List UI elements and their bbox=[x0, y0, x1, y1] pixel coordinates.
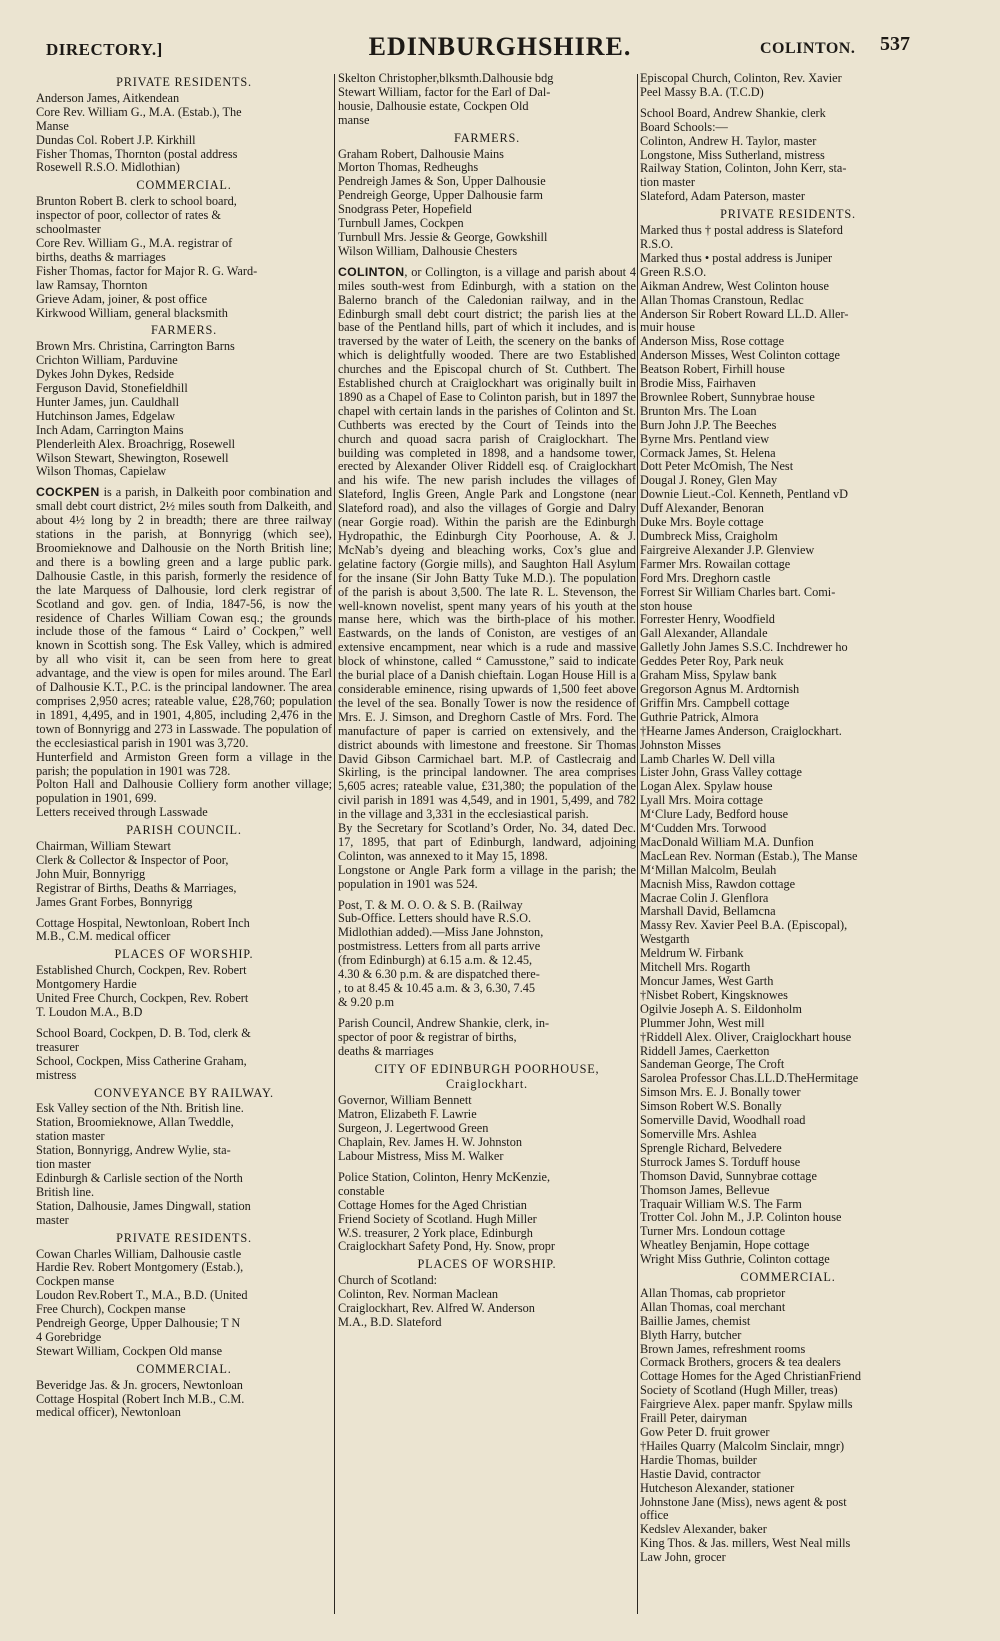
commercial-continued: Skelton Christopher,blksmth.Dalhousie bdg Stewart William, factor for the Earl of Dal- housie, Dalhousie estate, Cockpen Old manse bbox=[338, 72, 554, 127]
column-left bbox=[36, 72, 332, 1617]
commercial-list: Brunton Robert B. clerk to school board, inspector of poor, collector of rates & schoolmaster Core Rev. William G., M.A. registrar of births, deaths & marriages Fisher Thomas, factor for Major R. G. Ward- law Ramsay, Thornton Grieve Adam, joiner, & post office Kirkwood William, general blacksmith bbox=[36, 194, 258, 320]
section-heading: PRIVATE RESIDENTS. bbox=[720, 207, 856, 222]
school-list: School Board, Andrew Shankie, clerk Board Schools:— Colinton, Andrew H. Taylor, master Longstone, Miss Sutherland, mistress Railway Station, Colinton, John Kerr, sta- tion master Slateford, Adam Paterson, master bbox=[640, 105, 847, 204]
private-residents-list: Anderson James, Aitkendean Core Rev. William G., M.A. (Estab.), The Manse Dundas Col. Robert J.P. Kirkhill Fisher Thomas, Thornton (postal address Rosewell R.S.O. Midlothian) bbox=[36, 90, 242, 175]
parish-council-list: Chairman, William Stewart Clerk & Collector & Inspector of Poor, John Muir, Bonnyrigg Registrar of Births, Deaths & Marriages, James Grant Forbes, Bonnyrigg bbox=[36, 839, 237, 909]
paragraph: Longstone or Angle Park form a village in the parish; the population in 1901 was 524. bbox=[338, 862, 636, 891]
county-title: EDINBURGHSHIRE. bbox=[368, 32, 632, 61]
parish-label: COLINTON. bbox=[760, 40, 856, 57]
section-subheading: Craiglockhart. bbox=[446, 1077, 528, 1092]
commercial-list: Beveridge Jas. & Jn. grocers, Newtonloan Cottage Hospital (Robert Inch M.B., C.M. medical officer), Newtonloan bbox=[36, 1377, 245, 1420]
private-residents-list: Aikman Andrew, West Colinton house Allan Thomas Cranstoun, Redlac Anderson Sir Robert Roward LL.D. Aller- muir house Anderson Miss, Rose cottage Anderson Misses, West Colinton cottage Beatson Robert, Firhill house Brodie Miss, Fairhaven Brownlee Robert, Sunnybrae house Brunton Mrs. The Loan Burn John J.P. The Beeches Byrne Mrs. Pentland view Cormack James, St. Helena Dott Peter McOmish, The Nest Dougal J. Roney, Glen May Downie Lieut.-Col. Kenneth, Pentland vD Duff Alexander, Benoran Duke Mrs. Boyle cottage Dumbreck Miss, Craigholm Fairgreive Alexander J.P. Glenview Farmer Mrs. Rowailan cottage Ford Mrs. Dreghorn castle Forrest Sir William Charles bart. Comi- ston house Forrester Henry, Woodfield Gall Alexander, Allandale Galletly John James S.S.C. Inchdrewer ho Geddes Peter Roy, Park neuk Graham Miss, Spylaw bank Gregorson Agnus M. Ardtornish Griffin Mrs. Campbell cottage Guthrie Patrick, Almora †Hearne James Anderson, Craiglockhart. Johnston Misses Lamb Charles W. Dell villa Lister John, Grass Valley cottage Logan Alex. Spylaw house Lyall Mrs. Moira cottage M‘Clure Lady, Bedford house M‘Cudden Mrs. Torwood MacDonald William M.A. Dunfion MacLean Rev. Norman (Estab.), The Manse M‘Millan Malcolm, Beulah Macnish Miss, Rawdon cottage Macrae Colin J. Glenflora Marshall David, Bellamcna Massy Rev. Xavier Peel B.A. (Episcopal), Westgarth Meldrum W. Firbank Mitchell Mrs. Rogarth Moncur James, West Garth †Nisbet Robert, Kingsknowes Ogilvie Joseph A. S. Eildonholm Plummer John, West mill †Riddell Alex. Oliver, Craiglockhart house Riddell James, Caerketton Sandeman George, The Croft Sarolea Professor Chas.LL.D.TheHermitage Simson Mrs. E. J. Bonally tower Simson Robert W.S. Bonally Somerville David, Woodhall road Somerville Mrs. Ashlea Sprengle Richard, Belvedere Sturrock James S. Torduff house Thomson David, Sunnybrae cottage Thomson James, Bellevue Traquair William W.S. The Farm Trotter Col. John M., J.P. Colinton house Turner Mrs. Londoun cottage Wheatley Benjamin, Hope cottage Wright Miss Guthrie, Colinton cottage bbox=[640, 278, 859, 1267]
hospital-entry: Cottage Hospital, Newtonloan, Robert Inch M.B., C.M. medical officer bbox=[36, 915, 250, 944]
section-heading: CITY OF EDINBURGH POORHOUSE, bbox=[374, 1061, 600, 1076]
column-divider bbox=[637, 74, 638, 1614]
page-number: 537 bbox=[880, 33, 910, 55]
section-heading: PLACES OF WORSHIP. bbox=[417, 1257, 557, 1272]
column-middle bbox=[338, 72, 636, 1617]
worship-list: Established Church, Cockpen, Rev. Robert Montgomery Hardie United Free Church, Cockpen, Rev. Robert T. Loudon M.A., B.D bbox=[36, 963, 249, 1019]
paragraph: Letters received through Lasswade bbox=[36, 805, 208, 820]
private-residents-list: Cowan Charles William, Dalhousie castle Hardie Rev. Robert Montgomery (Estab.), Cockpen manse Loudon Rev.Robert T., M.A., B.D. (United Free Church), Cockpen manse Pendreigh George, Upper Dalhousie; T N 4 Gorebridge Stewart William, Cockpen Old manse bbox=[36, 1246, 248, 1358]
paragraph: Hunterfield and Armiston Green form a village in the parish; the population in 1901 was 728. bbox=[36, 749, 332, 778]
section-heading: COMMERCIAL. bbox=[740, 1270, 836, 1285]
parish-text: , or Collington, is a village and parish about 4 miles south-west from Edinburgh, with a station on the Balerno branch of the Caledonian railway, and in the Edinburgh small debt court district; the parish lies at the base of the Pentland hills, part of which it includes, and is traversed by the water of Leith, the scenery on the banks of which is delightfully wooded. There are two Established churches and the Episcopal church of St. Cuthbert. The Established church at Craiglockhart was originally built in 1890 as a Chapel of Ease to Colinton parish, but in 1897 the chapel with certain lands in the parishes of Colinton and St. Cuthberts was erected by the Court of Teinds into the church and quoad sacra parish of Craiglockhart. The building was completed in 1898, and a handsome tower, erected by Alexander Oliver Riddell esq. of Craiglockhart and his wife. The new parish includes the villages of Slateford, Inglis Green, Angle Park and Longstone (near Slateford road), and also the villages of Gorgie and Dalry (near Gorgie road). Within the parish are the Edinburgh Hydropathic, the Edinburgh City Poorhouse, A. & J. McNab’s dyeing and bleaching works, Cox’s glue and gelatine factory (Gorgie mills), and Saughton Hall Asylum for the insane (Sir John Batty Tuke M.D.). The population of the parish is about 3,500. The late R. L. Stevenson, the well-known novelist, spent many years of his youth at the manse here, which was the birth-place of his mother. Eastwards, on the lands of Coniston, are vestiges of an extensive encampment, near which is a rude and massive block of whinstone, called “ Camusstone,” said to indicate the burial place of a Danish chieftain. Logan House Hill is a considerable eminence, rising upwards of 1,500 feet above the level of the sea. Bonally Tower is now the residence of Mrs. E. J. Simson, and Dreghorn Castle of Mrs. Ford. The manufacture of paper is carried on extensively, and the district abounds with limestone and freestone. Sir Thomas David Gibson Carmichael bart. M.P. of Castlecraig and Skirling, is the principal landowner. The area comprises 5,605 acres; rateable value, £31,380; the population of the civil parish in 1891 was 4,549, and in 1901, 5,499, and 782 in the village and 3,331 in the ecclesiastical parish. bbox=[338, 264, 636, 822]
railway-list: Esk Valley section of the Nth. British line. Station, Broomieknowe, Allan Tweddle, station master Station, Bonnyrigg, Andrew Wylie, sta- tion master Edinburgh & Carlisle section of the North British line. Station, Dalhousie, James Dingwall, station master bbox=[36, 1101, 251, 1227]
section-heading: FARMERS. bbox=[454, 130, 520, 145]
postal-note: Marked thus • postal address is Juniper Green R.S.O. bbox=[640, 250, 833, 279]
parish-name: COLINTON bbox=[338, 264, 405, 279]
colinton-description bbox=[338, 266, 636, 822]
commercial-list: Allan Thomas, cab proprietor Allan Thomas, coal merchant Baillie James, chemist Blyth Harry, butcher Brown James, refreshment rooms Cormack Brothers, grocers & tea dealers Cottage Homes for the Aged ChristianFriend Society of Scotland (Hugh Miller, treas) Fairgrieve Alex. paper manfr. Spylaw mills Fraill Peter, dairyman Gow Peter D. fruit grower †Hailes Quarry (Malcolm Sinclair, mngr) Hardie Thomas, builder Hastie David, contractor Hutcheson Alexander, stationer Johnstone Jane (Miss), news agent & post office Kedslev Alexander, baker King Thos. & Jas. millers, West Neal mills Law John, grocer bbox=[640, 1285, 861, 1565]
section-heading: PRIVATE RESIDENTS. bbox=[116, 1230, 252, 1245]
section-heading: CONVEYANCE BY RAILWAY. bbox=[94, 1085, 274, 1100]
section-heading: COMMERCIAL. bbox=[136, 178, 232, 193]
paragraph: Polton Hall and Dalhousie Colliery form another village; population in 1901, 699. bbox=[36, 777, 332, 806]
section-heading: PLACES OF WORSHIP. bbox=[114, 947, 254, 962]
section-heading: FARMERS. bbox=[151, 323, 217, 338]
cockpen-description bbox=[36, 486, 332, 750]
worship-continued: Episcopal Church, Colinton, Rev. Xavier Peel Massy B.A. (T.C.D) bbox=[640, 72, 842, 99]
section-label: DIRECTORY.] bbox=[46, 40, 163, 59]
postal-note: Marked thus † postal address is Slateford R.S.O. bbox=[640, 223, 843, 251]
column-right bbox=[640, 72, 936, 1617]
section-heading: COMMERCIAL. bbox=[136, 1361, 232, 1376]
parish-text: is a parish, in Dalkeith poor combination and small debt court district, 2½ miles south from Dalkeith, and about 4½ long by 2 in breadth; there are three railway stations in the parish, at Bonnyrigg (which see), Broomieknowe and Dalhousie on the North British line; and there is a bowling green and a large public park. Dalhousie Castle, in this parish, formerly the residence of the late Marquess of Dalhousie, lord clerk registrar of Scotland and gov. gen. of India, 1847-56, is now the residence of Charles William Cowan esq.; the grounds include those of the famous “ Laird o’ Cockpen,” well known in Scottish song. The Esk Valley, which is admired by all who visit it, can be seen from here to great advantage, and the view is open for miles around. The Earl of Dalhousie K.T., P.C. is the principal landowner. The area comprises 2,950 acres; rateable value, £28,760; population in 1891, 4,495, and in 1901, 4,805, including 2,476 in the town of Bonnyrigg and 273 in Lasswade. The population of the ecclesiastical parish in 1901 was 3,720. bbox=[36, 485, 332, 750]
farmers-list: Graham Robert, Dalhousie Mains Morton Thomas, Redheughs Pendreigh James & Son, Upper Dalhousie Pendreigh George, Upper Dalhousie farm Snodgrass Peter, Hopefield Turnbull James, Cockpen Turnbull Mrs. Jessie & George, Gowkshill Wilson William, Dalhousie Chesters bbox=[338, 146, 548, 258]
parish-name: COCKPEN bbox=[36, 485, 100, 500]
page-header bbox=[0, 30, 1000, 66]
police-list: Police Station, Colinton, Henry McKenzie, constable Cottage Homes for the Aged Christian Friend Society of Scotland. Hugh Miller W.S. treasurer, 2 York place, Edinburgh Craiglockhart Safety Pond, Hy. Snow, propr bbox=[338, 1169, 555, 1254]
section-heading: PRIVATE RESIDENTS. bbox=[116, 75, 252, 89]
poorhouse-list: Governor, William Bennett Matron, Elizabeth F. Lawrie Surgeon, J. Legertwood Green Chaplain, Rev. James H. W. Johnston Labour Mistress, Miss M. Walker bbox=[338, 1093, 522, 1163]
post-office-entry: Post, T. & M. O. O. & S. B. (Railway Sub-Office. Letters should have R.S.O. Midlothian added).—Miss Jane Johnston, postmistress. Letters from all parts arrive (from Edinburgh) at 6.15 a.m. & 12.45, 4.30 & 6.30 p.m. & are dispatched there- , to at 8.45 & 10.45 a.m. & 3, 6.30, 7.45 & 9.20 p.m bbox=[338, 897, 544, 1009]
parish-council-entry: Parish Council, Andrew Shankie, clerk, in- spector of poor & registrar of births, deaths & marriages bbox=[338, 1015, 550, 1058]
section-heading: PARISH COUNCIL. bbox=[126, 823, 242, 838]
paragraph: By the Secretary for Scotland’s Order, No. 34, dated Dec. 17, 1895, that part of Edinburgh, landward, adjoining Colinton, was annexed to it May 15, 1898. bbox=[338, 821, 636, 863]
worship-list: Church of Scotland: Colinton, Rev. Norman Maclean Craiglockhart, Rev. Alfred W. Anderson M.A., B.D. Slateford bbox=[338, 1273, 535, 1329]
farmers-list: Brown Mrs. Christina, Carrington Barns Crichton William, Parduvine Dykes John Dykes, Redside Ferguson David, Stonefieldhill Hunter James, jun. Cauldhall Hutchinson James, Edgelaw Inch Adam, Carrington Mains Plenderleith Alex. Broachrigg, Rosewell Wilson Stewart, Shewington, Rosewell Wilson Thomas, Capielaw bbox=[36, 339, 236, 479]
school-list: School Board, Cockpen, D. B. Tod, clerk & treasurer School, Cockpen, Miss Catherine Graham, mistress bbox=[36, 1025, 251, 1082]
column-divider bbox=[334, 74, 335, 1614]
